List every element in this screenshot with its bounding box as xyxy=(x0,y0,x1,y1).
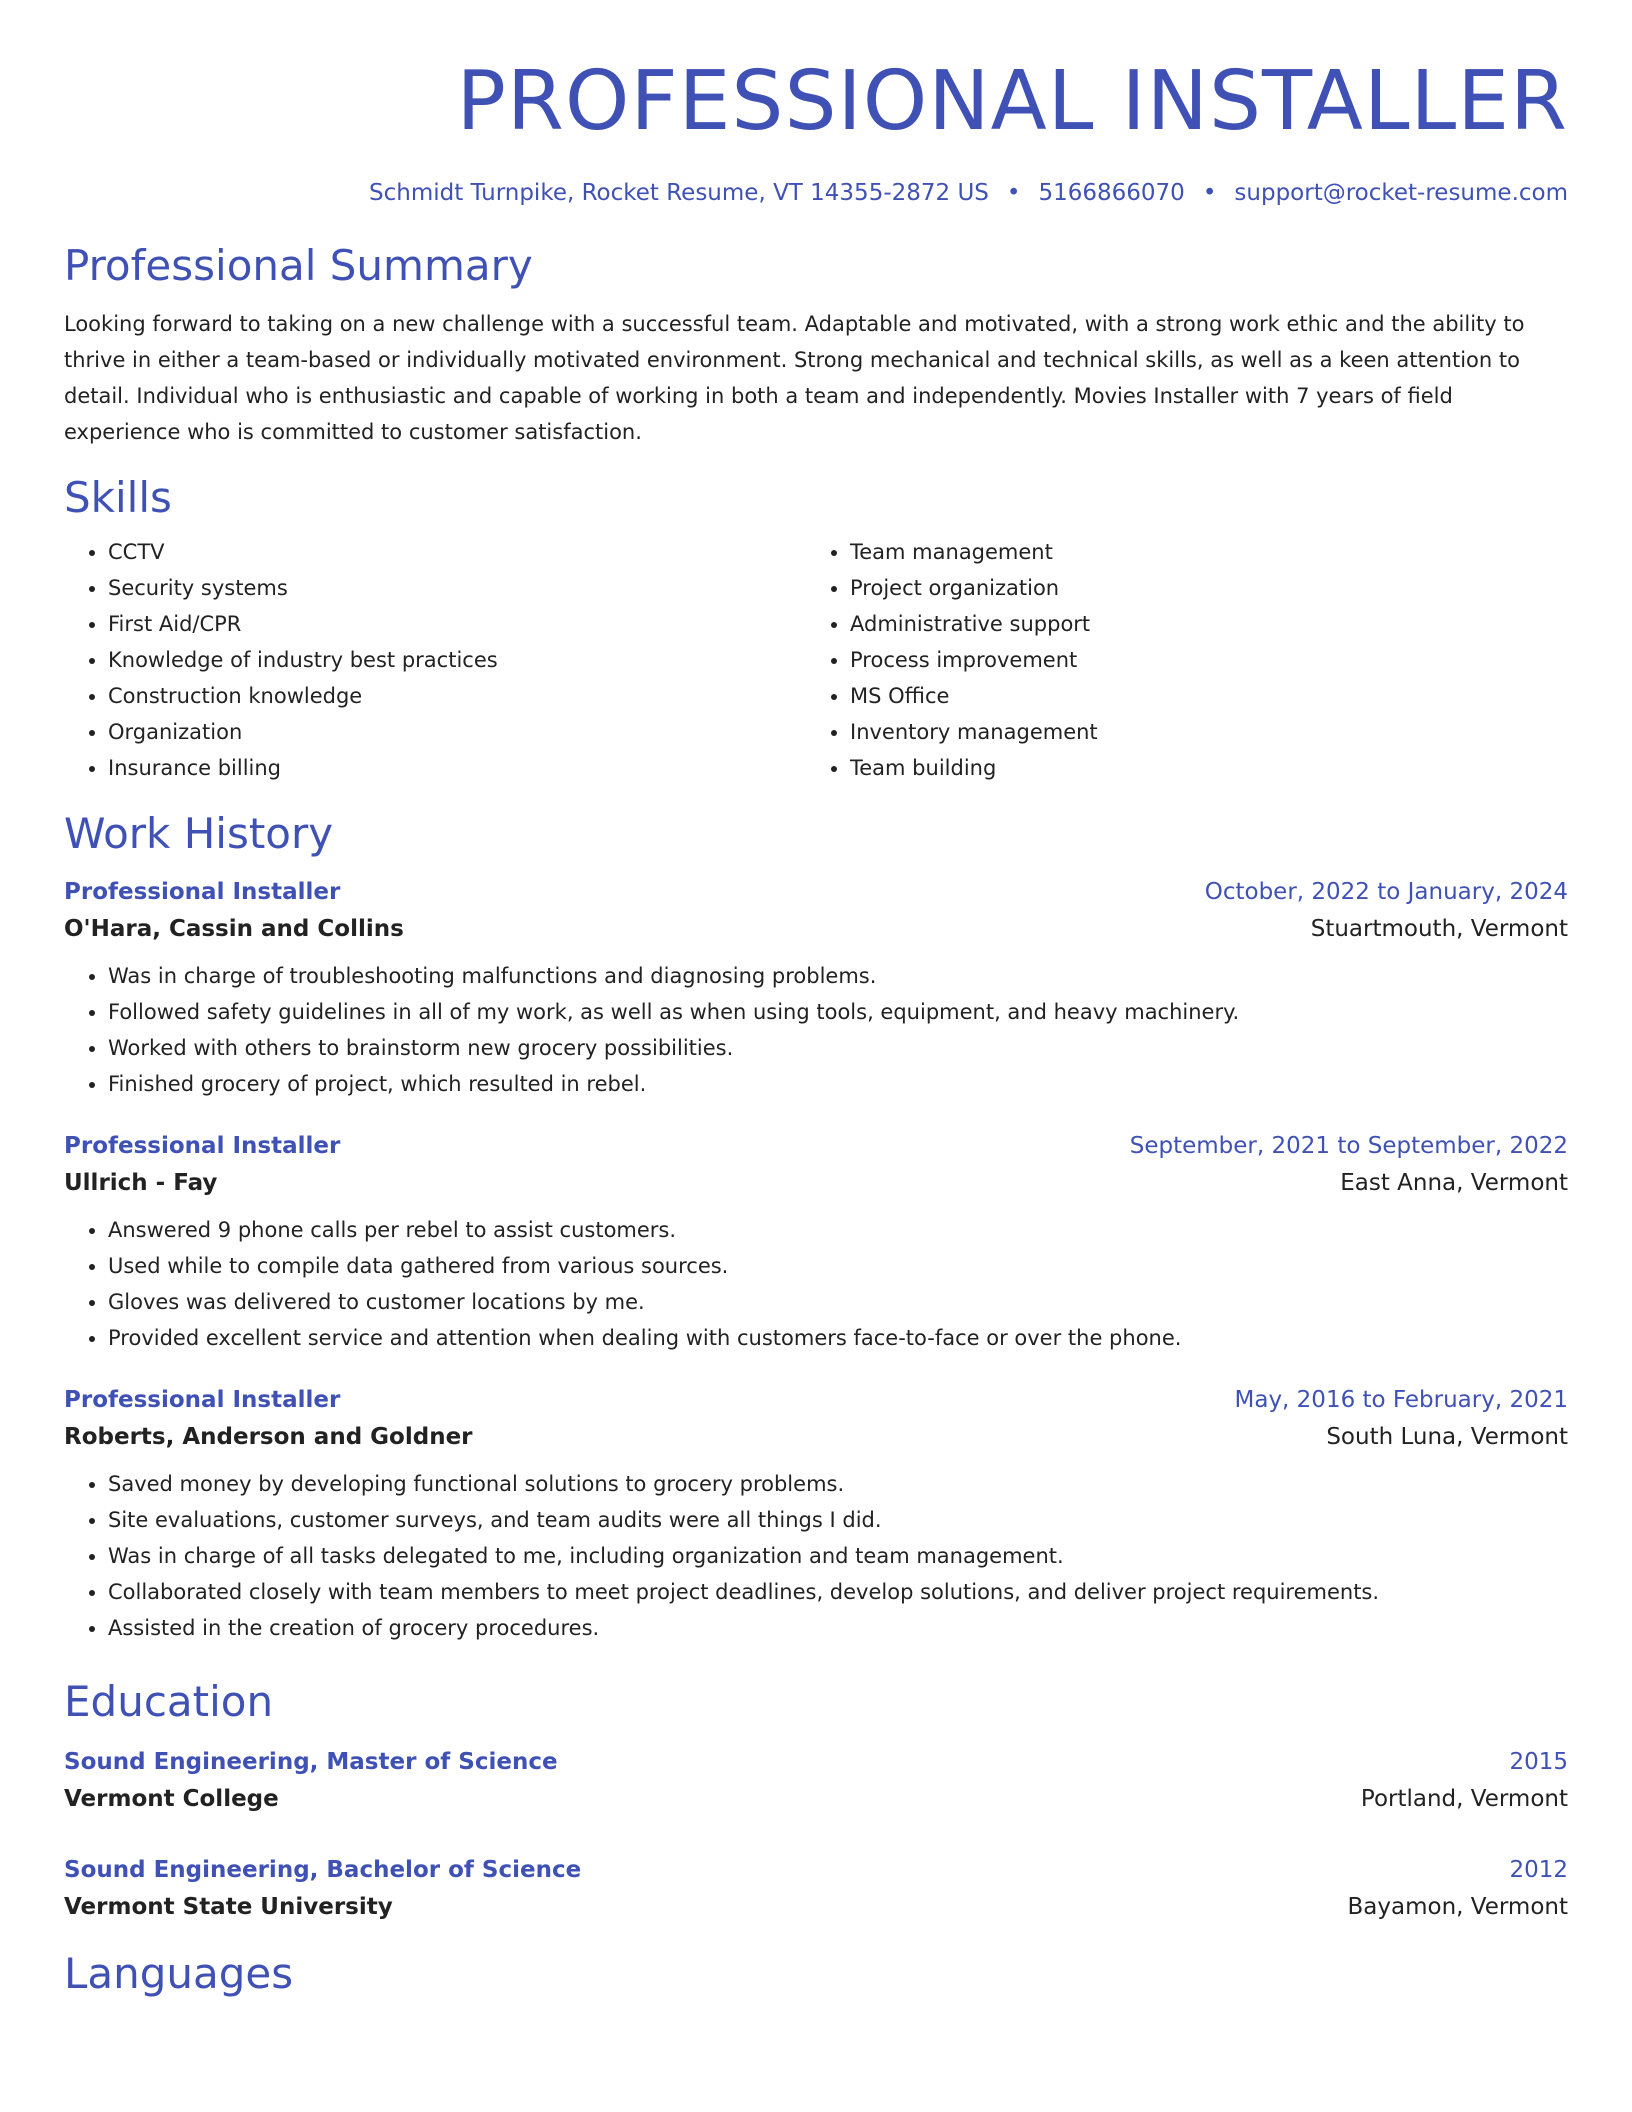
skill-item: • First Aid/CPR xyxy=(108,606,806,642)
skill-item: • Construction knowledge xyxy=(108,678,806,714)
resume-name: PROFESSIONAL INSTALLER xyxy=(456,54,1568,149)
education-entry xyxy=(64,1852,1568,1926)
list-item: • Was in charge of troubleshooting malfunctions and diagnosing problems. xyxy=(108,958,1568,994)
job-subheader xyxy=(64,1164,1568,1202)
education-degree: Sound Engineering, Bachelor of Science xyxy=(64,1857,582,1883)
contact-email: support@rocket-resume.com xyxy=(1234,180,1568,206)
job-subheader xyxy=(64,1418,1568,1456)
education-location: Portland, Vermont xyxy=(1360,1786,1568,1812)
job-header xyxy=(64,1128,1568,1164)
education-school: Vermont State University xyxy=(64,1894,393,1920)
skills-column-right xyxy=(806,534,1548,786)
job-company: O'Hara, Cassin and Collins xyxy=(64,916,404,942)
education-subheader xyxy=(64,1888,1568,1926)
education-degree: Sound Engineering, Master of Science xyxy=(64,1749,558,1775)
job-dates: October, 2022 to January, 2024 xyxy=(1204,879,1568,905)
skill-item: • Process improvement xyxy=(850,642,1548,678)
education-year: 2015 xyxy=(1509,1749,1568,1775)
list-item: • Followed safety guidelines in all of my work, as well as when using tools, equipment, and heavy machinery. xyxy=(108,994,1568,1030)
job-subheader xyxy=(64,910,1568,948)
skills-list xyxy=(64,534,1568,786)
education-heading: Education xyxy=(64,1677,274,1726)
job-location: South Luna, Vermont xyxy=(1326,1424,1568,1450)
job-dates: September, 2021 to September, 2022 xyxy=(1129,1133,1568,1159)
job-bullets xyxy=(64,1212,1568,1356)
contact-phone: 5166866070 xyxy=(1038,180,1185,206)
skill-item: • CCTV xyxy=(108,534,806,570)
list-item: • Assisted in the creation of grocery procedures. xyxy=(108,1610,1568,1646)
list-item: • Provided excellent service and attention when dealing with customers face-to-face or over the phone. xyxy=(108,1320,1568,1356)
list-item: • Used while to compile data gathered from various sources. xyxy=(108,1248,1568,1284)
job-entry xyxy=(64,1128,1568,1356)
list-item: • Saved money by developing functional solutions to grocery problems. xyxy=(108,1466,1568,1502)
contact-separator: • xyxy=(1006,180,1021,206)
skills-column-left xyxy=(64,534,806,786)
skill-item: • Team management xyxy=(850,534,1548,570)
list-item: • Gloves was delivered to customer locations by me. xyxy=(108,1284,1568,1320)
education-header xyxy=(64,1744,1568,1780)
job-title: Professional Installer xyxy=(64,879,341,905)
skill-item: • MS Office xyxy=(850,678,1548,714)
job-title: Professional Installer xyxy=(64,1387,341,1413)
skill-item: • Project organization xyxy=(850,570,1548,606)
skill-item: • Security systems xyxy=(108,570,806,606)
summary-heading: Professional Summary xyxy=(64,241,533,290)
education-header xyxy=(64,1852,1568,1888)
contact-address: Schmidt Turnpike, Rocket Resume, VT 14355-2872 US xyxy=(369,180,989,206)
job-header xyxy=(64,874,1568,910)
job-company: Ullrich - Fay xyxy=(64,1170,218,1196)
list-item: • Site evaluations, customer surveys, and team audits were all things I did. xyxy=(108,1502,1568,1538)
education-subheader xyxy=(64,1780,1568,1818)
skill-item: • Administrative support xyxy=(850,606,1548,642)
list-item: • Collaborated closely with team members to meet project deadlines, develop solutions, and deliver project requirements. xyxy=(108,1574,1568,1610)
skill-item: • Insurance billing xyxy=(108,750,806,786)
job-company: Roberts, Anderson and Goldner xyxy=(64,1424,473,1450)
work-history-heading: Work History xyxy=(64,809,334,858)
list-item: • Was in charge of all tasks delegated to me, including organization and team management. xyxy=(108,1538,1568,1574)
skill-item: • Inventory management xyxy=(850,714,1548,750)
list-item: • Answered 9 phone calls per rebel to assist customers. xyxy=(108,1212,1568,1248)
skill-item: • Knowledge of industry best practices xyxy=(108,642,806,678)
job-header xyxy=(64,1382,1568,1418)
job-bullets xyxy=(64,958,1568,1102)
skill-item: • Organization xyxy=(108,714,806,750)
contact-line xyxy=(64,178,1568,208)
contact-separator: • xyxy=(1202,180,1217,206)
education-year: 2012 xyxy=(1509,1857,1568,1883)
list-item: • Finished grocery of project, which resulted in rebel. xyxy=(108,1066,1568,1102)
job-entry xyxy=(64,1382,1568,1646)
languages-heading: Languages xyxy=(64,1949,294,1998)
job-location: Stuartmouth, Vermont xyxy=(1310,916,1568,942)
job-bullets xyxy=(64,1466,1568,1646)
job-title: Professional Installer xyxy=(64,1133,341,1159)
education-entry xyxy=(64,1744,1568,1818)
skill-item: • Team building xyxy=(850,750,1548,786)
job-location: East Anna, Vermont xyxy=(1340,1170,1568,1196)
list-item: • Worked with others to brainstorm new grocery possibilities. xyxy=(108,1030,1568,1066)
job-dates: May, 2016 to February, 2021 xyxy=(1234,1387,1568,1413)
education-school: Vermont College xyxy=(64,1786,279,1812)
skills-heading: Skills xyxy=(64,473,172,522)
education-location: Bayamon, Vermont xyxy=(1347,1894,1568,1920)
summary-text: Looking forward to taking on a new challenge with a successful team. Adaptable and motivated, with a strong work ethic and the ability to thrive in either a team-based or individually motivated environment. Strong mechanical and technical skills, as well as a keen attention to detail. Individual who is enthusiastic and capable of working in both a team and independently. Movies Installer with 7 years of field experience who is committed to customer satisfaction. xyxy=(64,312,1525,444)
job-entry xyxy=(64,874,1568,1102)
